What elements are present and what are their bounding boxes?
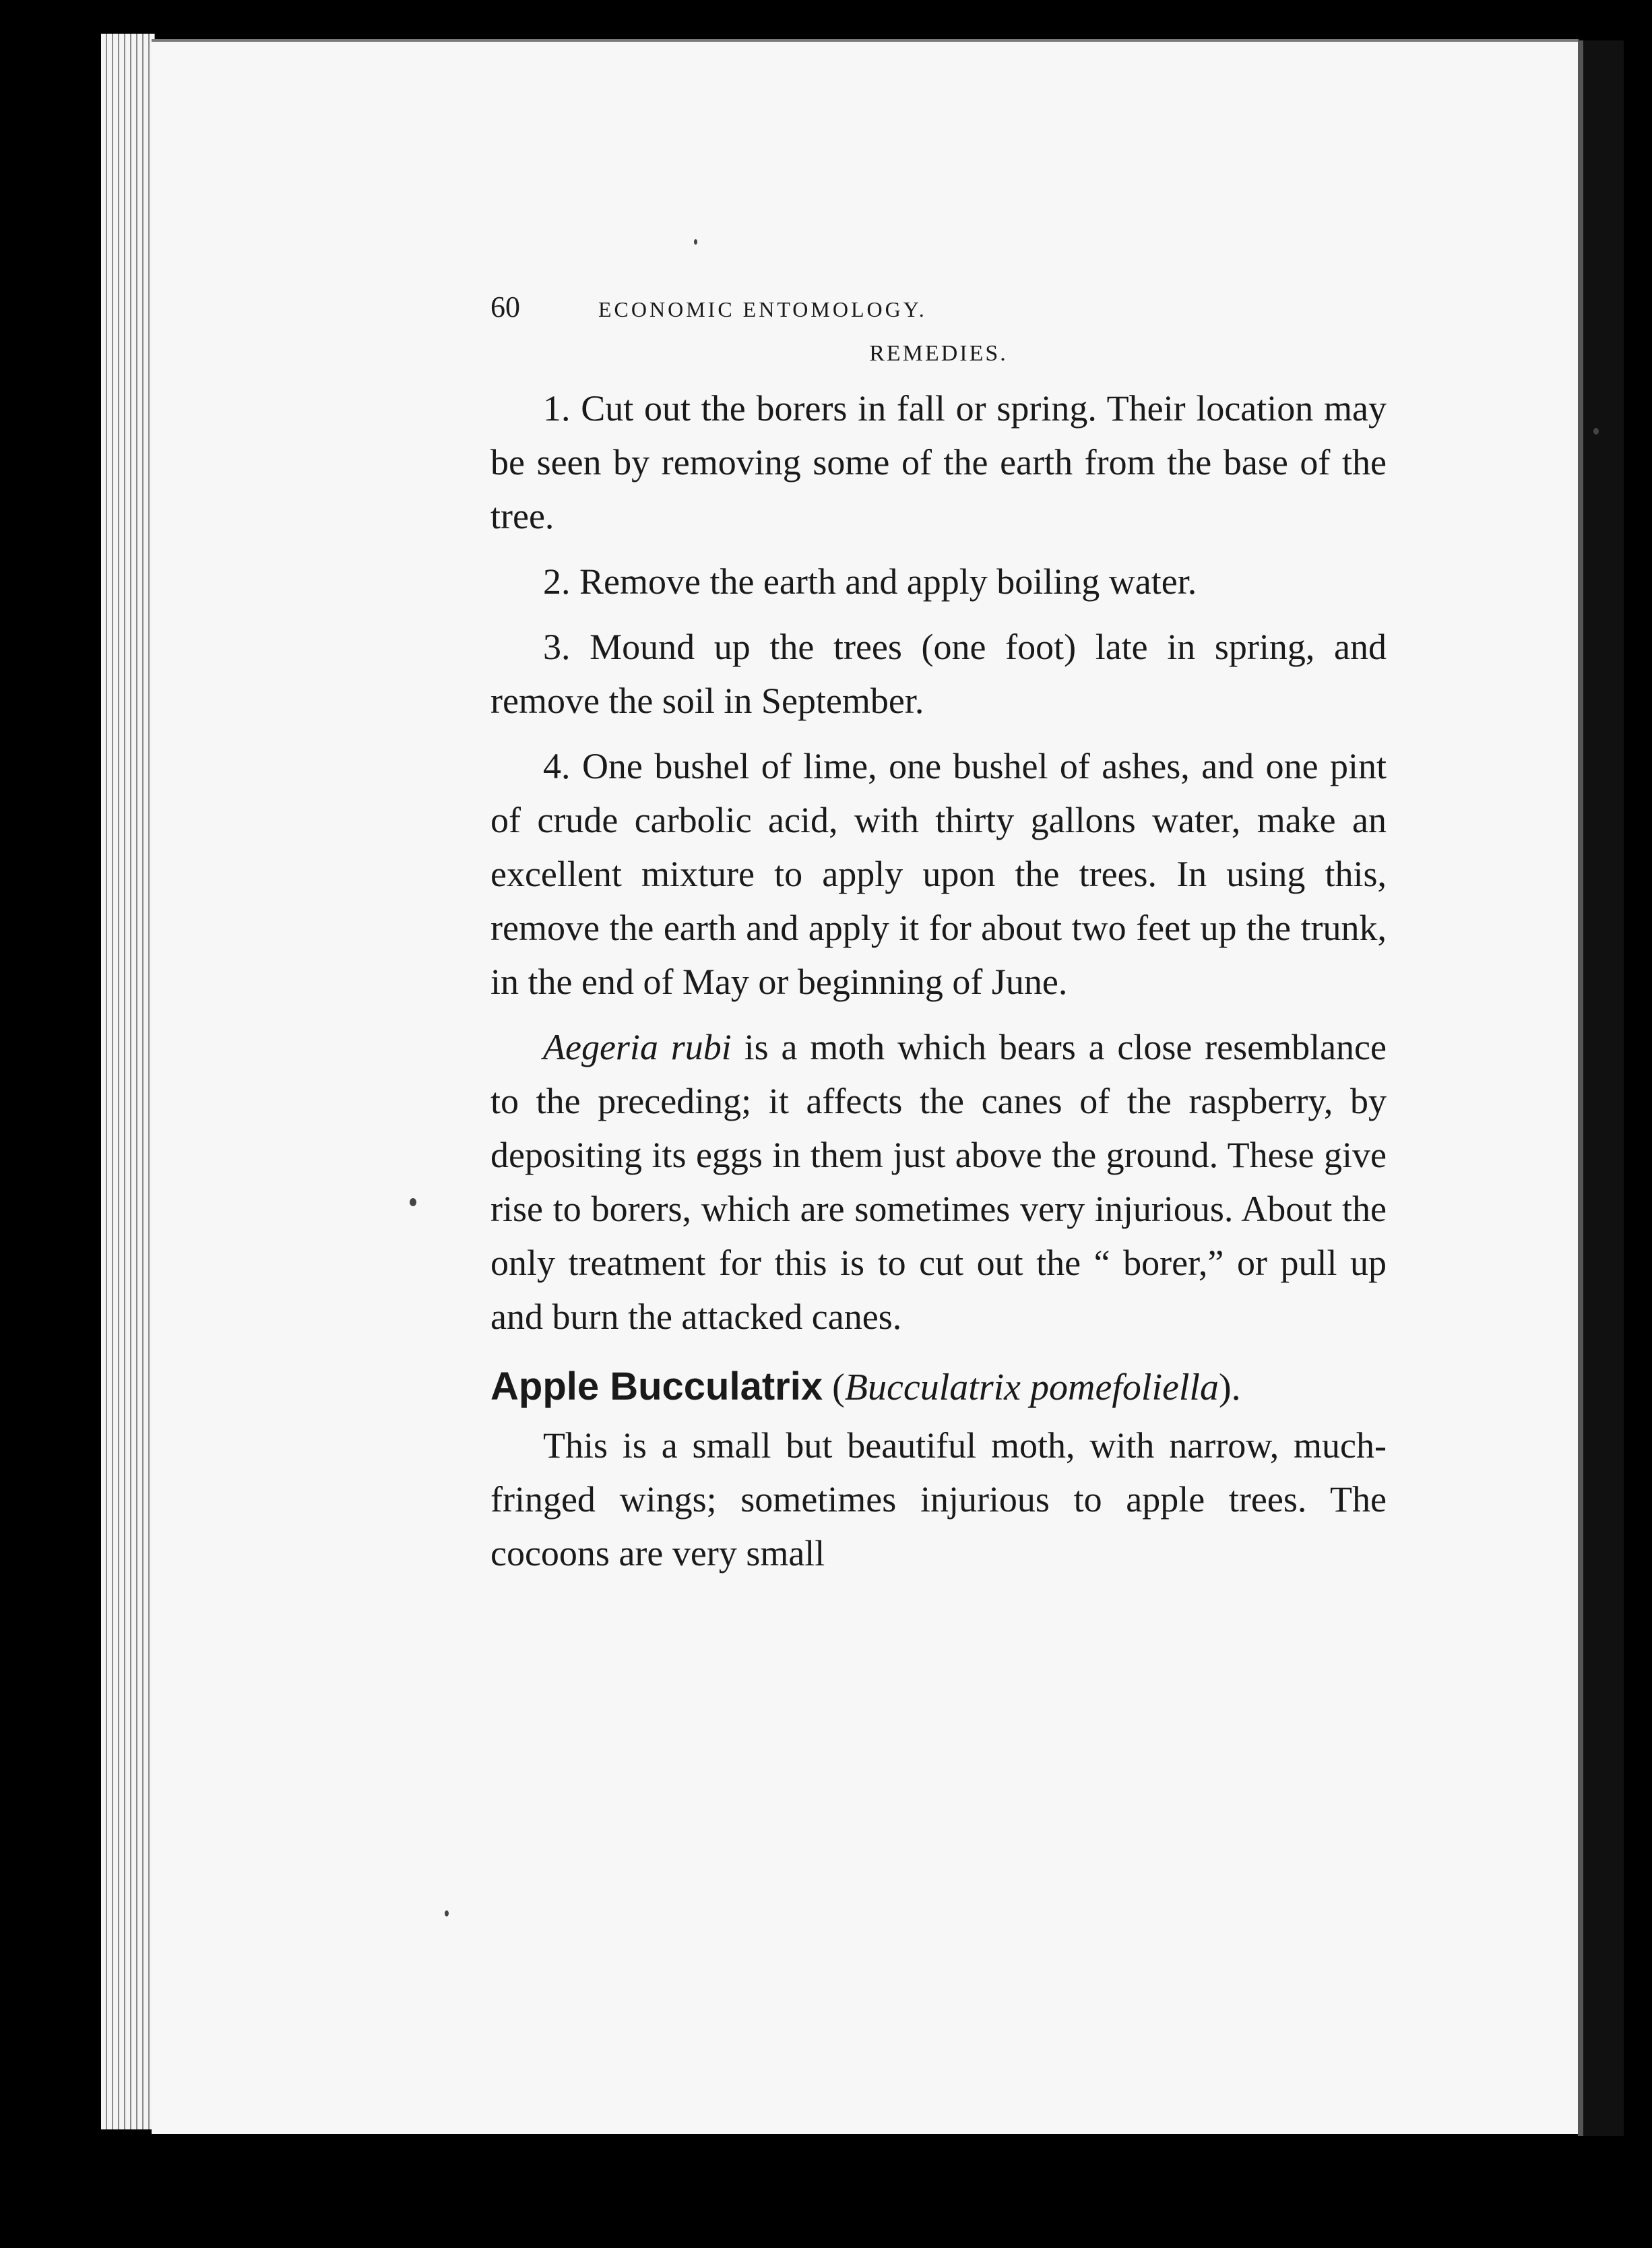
closing-paragraph xyxy=(490,1418,1387,1580)
scan-speck xyxy=(1593,428,1599,435)
remedy-number: 4. xyxy=(543,746,571,786)
page-text xyxy=(490,290,1387,1592)
stacked-page-edges xyxy=(101,34,155,2129)
running-title: ECONOMIC ENTOMOLOGY. xyxy=(598,297,927,321)
remedy-text: One bushel of lime, one bushel of ashes, and one pint of crude carbolic acid, with thirty gallons water, make an excellent mixture to apply upon the trees. In using this, remove the earth and apply it for about two feet up the trunk, in the end of May or beginning of June. xyxy=(490,746,1387,1002)
remedy-text: Cut out the borers in fall or spring. Their location may be seen by removing some of the earth from the base of the tree. xyxy=(490,388,1387,536)
scientific-name: Bucculatrix pomefoliella xyxy=(844,1367,1219,1408)
remedy-item xyxy=(490,739,1387,1009)
paragraph-text: This is a small but beautiful moth, with narrow, much-fringed wings; sometimes injurious to apple trees. The cocoons are very small xyxy=(490,1425,1387,1573)
scan-speck xyxy=(694,239,697,245)
species-name: Aegeria rubi xyxy=(543,1027,732,1067)
paragraph-text: is a moth which bears a close resemblance to the preceding; it affects the canes of the raspberry, by depositing its eggs in them just above the ground. These give rise to borers, which are sometimes very injurious. About the only treatment for this is to cut out the “ borer,” or pull up and burn the attacked canes. xyxy=(490,1027,1387,1337)
remedy-number: 1. xyxy=(543,388,571,429)
species-heading xyxy=(490,1360,1387,1414)
remedy-text: Mound up the trees (one foot) late in spring, and remove the soil in September. xyxy=(490,627,1387,721)
remedy-item xyxy=(490,620,1387,728)
section-heading: REMEDIES. xyxy=(869,341,1008,366)
scan-margin xyxy=(1583,40,1624,2136)
common-name: Apple Bucculatrix xyxy=(490,1365,823,1408)
scan-margin-edge xyxy=(1624,0,1652,2248)
remedy-number: 2. xyxy=(543,561,571,602)
page-gutter-shadow xyxy=(1578,40,1583,2136)
aegeria-paragraph xyxy=(490,1020,1387,1344)
page-number: 60 xyxy=(490,290,520,323)
scan-speck xyxy=(410,1198,416,1206)
remedy-number: 3. xyxy=(543,627,571,667)
heading-open-paren: ( xyxy=(823,1367,845,1408)
remedy-item xyxy=(490,381,1387,543)
running-head xyxy=(490,290,1387,337)
heading-close-paren: ). xyxy=(1218,1367,1241,1408)
scan-speck xyxy=(445,1910,449,1916)
remedy-item xyxy=(490,555,1387,608)
remedy-text: Remove the earth and apply boiling water. xyxy=(579,561,1197,602)
